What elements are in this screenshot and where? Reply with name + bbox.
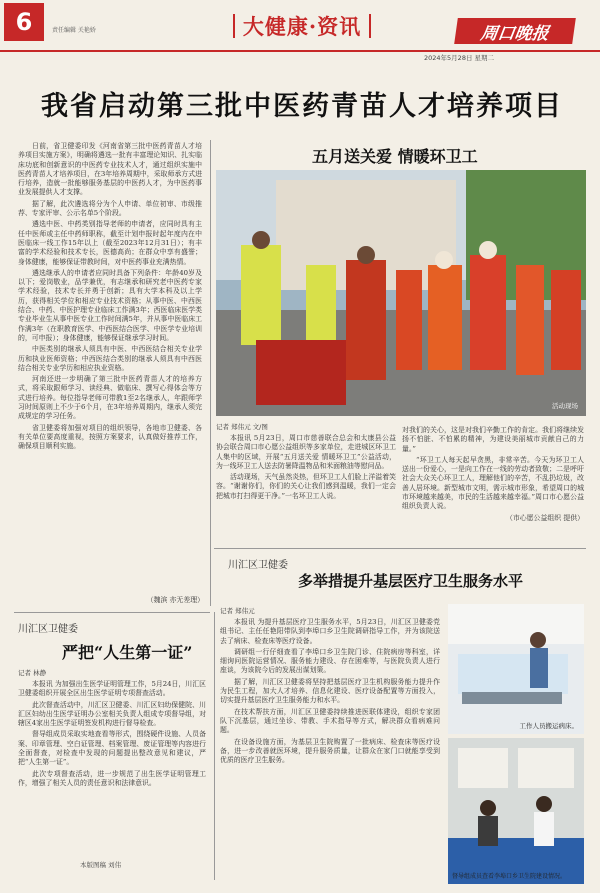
main-headline: 我省启动第三批中医药青苗人才培养项目 xyxy=(41,91,563,122)
editor-line: 责任编辑 关艳娇 xyxy=(52,27,96,34)
photo-paragraph: 对我们的关心，这是对我们辛勤工作的肯定。我们将继续发扬不怕脏、不怕累的精神，为建设美丽城市贡献自己的力量。” xyxy=(402,426,584,453)
section-bar-right xyxy=(369,14,371,38)
photo-article-body xyxy=(216,434,396,546)
bottom-section-label: 川汇区卫健委 xyxy=(228,560,288,571)
main-article-source: （魏滨 亦无差理） xyxy=(146,596,204,604)
left-paragraph: 本报讯 为加强出生医学证明管理工作，5月24日，川汇区卫健委组织开展全区出生医学证明专项督查活动。 xyxy=(18,680,206,698)
left-article-reporter: 记者 林静 xyxy=(18,669,47,677)
bottom-paragraph: 在技术帮扶方面，川汇区卫健委持续推进医联体建设，组织专家团队下沉基层，通过坐诊、带教、手术指导等方式，解决群众看病难问题。 xyxy=(220,707,440,735)
photo-article-body-right xyxy=(402,426,584,538)
logo-text: 周口晚报 xyxy=(479,23,551,44)
main-article-body xyxy=(18,142,202,592)
issue-date: 2024年5月28日 星期二 xyxy=(424,54,495,62)
photo-paragraph: 本报讯 5月23日，周口市慈善联合总会和太康县公益协会联合周口市心愿公益组织等多家单位，走进城区环卫工人集中的区域，开展“五月送关爱 情暖环卫工”公益活动，为一线环卫工人送去防暑降温物品和米面粮油等慰问品。 xyxy=(216,434,396,470)
photo-scene xyxy=(448,738,584,884)
section-bar-left xyxy=(233,14,235,38)
bottom-article-reporter: 记者 郑伟元 xyxy=(220,607,255,615)
sanitation-workers-photo xyxy=(216,170,586,416)
page-footer: 本版图稿 刘伟 xyxy=(80,861,122,869)
photo-article-headline: 五月送关爱 情暖环卫工 xyxy=(312,147,478,166)
header-rule xyxy=(0,50,600,52)
bottom-paragraph: 调研组一行仔细查看了李埠口乡卫生院门诊、住院病房等科室，详细询问医院运营情况、服务能力建设、存在困难等，与医院负责人进行座谈，为该院今后的发展出谋划策。 xyxy=(220,647,440,675)
main-paragraph: 中医类别的继承人须具有中医、中西医结合相关专业学历和执业医师资格；中西医结合类别的继承人须具有中西医结合相关专业学历和相应执业资格。 xyxy=(18,345,202,372)
photo-paragraph: 活动现场，天气虽然炎热，但环卫工人们脸上洋溢着笑容。“谢谢你们，你们的关心让我们感到温暖，我们一定会把城市打扫得更干净。”一名环卫工人说。 xyxy=(216,473,396,500)
main-paragraph: 省卫健委将加强对项目的组织领导，各地市卫健委、各有关单位要高度重视，按照方案要求，认真做好推荐工作，确保项目顺利实施。 xyxy=(18,423,202,451)
main-paragraph: 河南还进一步明确了第三批中医药青苗人才的培养方式，将采取跟师学习、读经典、做临床、撰写心得体会等方式进行培养。每位指导老师可带教1至2名继承人，年跟师学习时间原则上不少于6个月，在3年培养周期内，继承人须完成规定的学习任务。 xyxy=(18,375,202,421)
bottom-article-body xyxy=(220,618,440,880)
column-divider xyxy=(210,140,211,606)
column-divider xyxy=(214,612,215,880)
photo-caption: 活动现场 xyxy=(552,402,578,410)
hospital-bed-photo xyxy=(448,604,584,734)
photo-caption: 工作人员搬运病床。 xyxy=(519,722,578,730)
clinic-inspection-photo xyxy=(448,738,584,884)
photo-article-reporter: 记者 郑伟元 文/图 xyxy=(216,423,268,431)
photo-scene xyxy=(216,170,586,416)
main-paragraph: 遴选继承人的申请者应同时具备下列条件：年龄40岁及以下；爱岗敬业，品学兼优，有志继承和研究老中医药专家学术经验，技术专长并勇于创新；具有大学本科及以上学历，获得相关学位和相应专业技术资格；从事中医、中西医结合、中药、中医护理专业临床工作满3年；西医临床医学类专业毕业生从事中医专业工作时间满5年，并从事中医临床工作满3年（在职教育医学、中西医结合医学、中医学专业培训的，可申报）；身体健康，能够保证继承学习时间。 xyxy=(18,268,202,342)
section-banner xyxy=(204,10,400,42)
main-paragraph: 据了解，此次遴选将分为个人申请、单位初审、市级推荐、专家评审、公示名单5个阶段。 xyxy=(18,199,202,218)
left-paragraph: 督导组成员采取实地查看等形式，围绕硬件设施、人员备案、印章管理、空白证管理、档案管理、废证管理等内容进行全面督查，对检查中发现的问题提出整改意见和建议，严把“人生第一证”。 xyxy=(18,730,206,767)
left-paragraph: 此次督查活动中，川汇区卫健委、川汇区妇幼保健院、川汇区妇幼出生医学证明办公室相关负责人组成专项督导组，对辖区4家出生医学证明签发机构进行督导检查。 xyxy=(18,700,206,728)
bottom-paragraph: 本报讯 为提升基层医疗卫生服务水平，5月23日，川汇区卫健委党组书记、主任任艳阳带队到李埠口乡卫生院调研指导工作，并为该院送去了病床、检查床等医疗设备。 xyxy=(220,618,440,645)
bottom-article-headline: 多举措提升基层医疗卫生服务水平 xyxy=(298,572,524,590)
bottom-paragraph: 据了解，川汇区卫健委将坚持把基层医疗卫生机构服务能力提升作为民生工程，加大人才培养、信息化建设、医疗设备配置等方面投入，切实提升基层医疗卫生服务能力和水平。 xyxy=(220,677,440,705)
newspaper-logo xyxy=(454,18,576,44)
page-number: 6 xyxy=(4,3,44,41)
bottom-paragraph: 在设备设施方面，为基层卫生院购置了一批病床、检查床等医疗设备，进一步改善就医环境，提升服务质量，让群众在家门口就能享受到优质的医疗卫生服务。 xyxy=(220,737,440,765)
section-divider xyxy=(14,612,210,613)
photo-caption: 督导组成员查看李埠口乡卫生院建设情况。 xyxy=(452,873,567,880)
left-paragraph: 此次专项督查活动，进一步规范了出生医学证明管理工作，增强了相关人员的责任意识和法律意识。 xyxy=(18,769,206,787)
left-article-body xyxy=(18,680,206,838)
photo-paragraph: “环卫工人每天起早贪黑，非常辛苦。今天为环卫工人送出一份爱心，一是向工作在一线的劳动者致敬；二是呼吁社会大众关心环卫工人，理解他们的辛苦，不乱扔垃圾，改善人居环境。新型城市文明，需示城市形象，希望周口的城市环境越来越美，市民的生活越来越幸福。”周口市心愿公益组织负责人说。 xyxy=(402,455,584,511)
section-divider xyxy=(214,548,586,549)
photo-scene xyxy=(448,604,584,734)
main-paragraph: 遴选中医、中药类别指导老师的申请者，应同时具有主任中医师或主任中药师职称，截至计划申报时起年度内在中医临床一线工作15年以上（截至2023年12月31日）；有丰富的学术经验和技术专长，医德高尚；在群众中享有盛誉；身体健康，能够保证带教时间，对中医药事业充满热情。 xyxy=(18,220,202,266)
left-section-label: 川汇区卫健委 xyxy=(18,624,78,635)
left-article-headline: 严把“人生第一证” xyxy=(62,643,193,662)
photo-article-source: （市心愿公益组织 提供） xyxy=(506,513,584,522)
section-title: 大健康·资讯 xyxy=(242,14,362,39)
main-paragraph: 日前，省卫健委印发《河南省第三批中医药青苗人才培养项目实施方案》，明确将遴选一批有丰富理论知识、扎实临床功底和创新意识的中医药专业技术人才，通过组织实施中医药青苗人才培养项目，在3年培养周期中，采取师承方式进行培养，造就一批能够服务基层的中医药人才，为中医药事业发展提供人才支撑。 xyxy=(18,142,202,197)
